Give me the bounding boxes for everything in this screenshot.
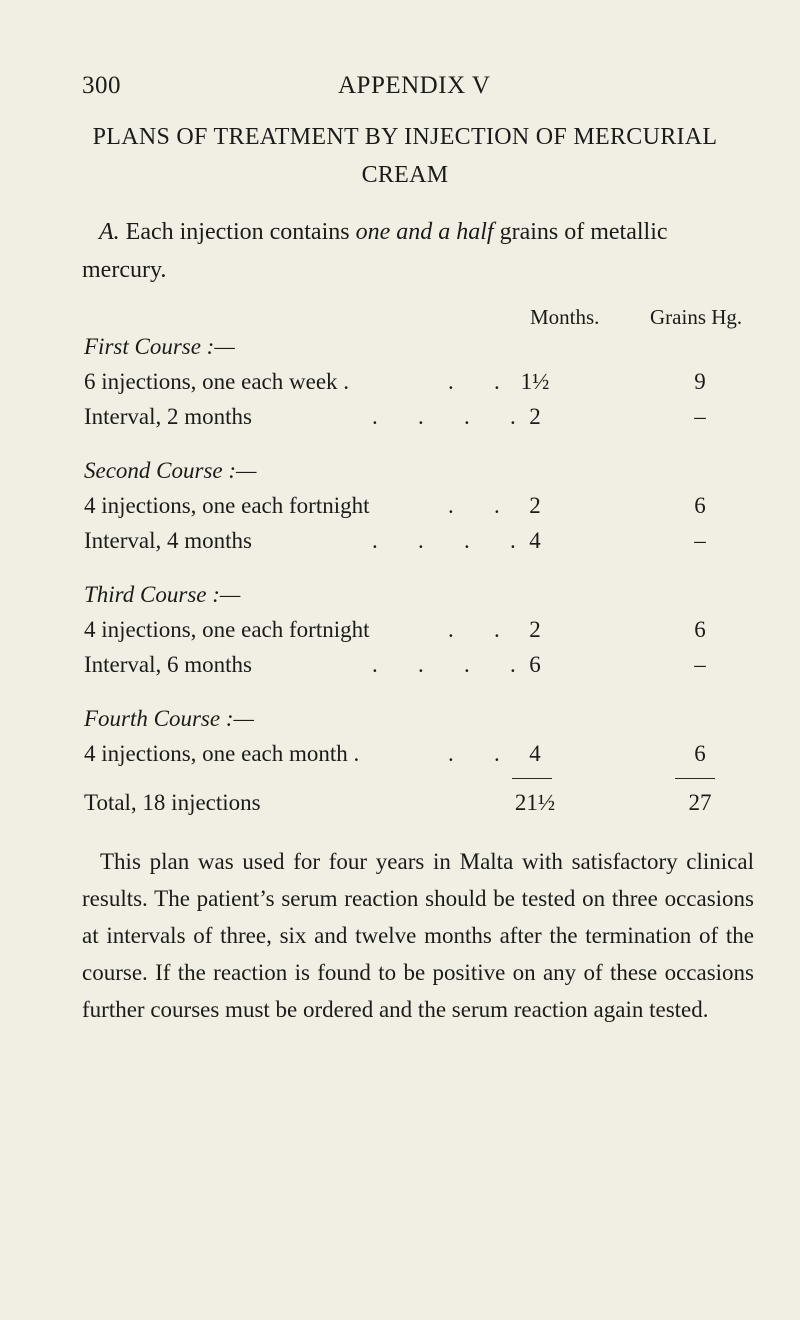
- course-heading-fourth: Fourth Course :—: [84, 706, 254, 731]
- dot-leader: . . . .: [372, 404, 516, 429]
- table-cell-months: 1½: [520, 369, 550, 394]
- table-cell-months: 2: [529, 404, 541, 429]
- table-cell-grains: –: [694, 404, 706, 429]
- table-row-label: 6 injections, one each week .: [84, 369, 350, 394]
- dot-leader: . .: [448, 493, 500, 518]
- dot-leader: . . . .: [372, 528, 516, 553]
- running-title: APPENDIX V: [338, 72, 491, 99]
- section-title: PLANS OF TREATMENT BY INJECTION OF MERCURIAL CREAM: [92, 124, 718, 188]
- table-cell-grains: 6: [694, 617, 706, 642]
- table-row-label: 4 injections, one each fortnight: [84, 493, 370, 518]
- table-cell-grains: –: [694, 528, 706, 553]
- intro-text-after: grains of metallic mercury.: [82, 219, 668, 283]
- dot-leader: . .: [448, 617, 500, 642]
- course-heading-second: Second Course :—: [84, 458, 257, 483]
- table-cell-grains: –: [694, 652, 706, 677]
- table-row-label: Interval, 2 months: [84, 404, 252, 429]
- total-grains: 27: [688, 790, 712, 815]
- table-cell-months: 6: [529, 652, 541, 677]
- column-header-months: Months.: [530, 305, 600, 329]
- table-cell-months: 2: [529, 493, 541, 518]
- table-cell-grains: 6: [694, 493, 706, 518]
- total-label: Total, 18 injections: [84, 790, 261, 815]
- intro-paragraph: [65, 213, 752, 289]
- intro-text-before: Each injection contains: [125, 219, 350, 245]
- table-row-label: 4 injections, one each fortnight: [84, 617, 370, 642]
- column-header-grains: Grains Hg.: [650, 305, 743, 329]
- course-heading-first: First Course :—: [84, 334, 235, 359]
- page-number: 300: [82, 72, 121, 99]
- table-cell-months: 4: [529, 528, 541, 553]
- intro-label: A.: [99, 219, 120, 245]
- intro-emphasis: one and a half: [355, 219, 494, 245]
- table-cell-grains: 9: [694, 369, 706, 394]
- table-cell-months: 4: [529, 741, 541, 766]
- dot-leader: . .: [448, 741, 500, 766]
- total-rule-grains: [675, 778, 715, 779]
- table-row-label: Interval, 4 months: [84, 528, 252, 553]
- total-months: 21½: [514, 790, 556, 815]
- dot-leader: . . . .: [372, 652, 516, 677]
- body-paragraph: This plan was used for four years in Malta with satisfactory clinical results. The patient’s serum reaction should be tested on three occasions at intervals of three, six and twelve months after the termination of the course. If the reaction is found to be positive on any of these occasions further courses must be ordered and the serum reaction again tested.: [82, 849, 754, 1022]
- table-cell-months: 2: [529, 617, 541, 642]
- table-cell-grains: 6: [694, 741, 706, 766]
- course-heading-third: Third Course :—: [84, 582, 241, 607]
- total-rule-months: [512, 778, 552, 779]
- table-row-label: Interval, 6 months: [84, 652, 252, 677]
- table-row-label: 4 injections, one each month .: [84, 741, 360, 766]
- dot-leader: . .: [448, 369, 500, 394]
